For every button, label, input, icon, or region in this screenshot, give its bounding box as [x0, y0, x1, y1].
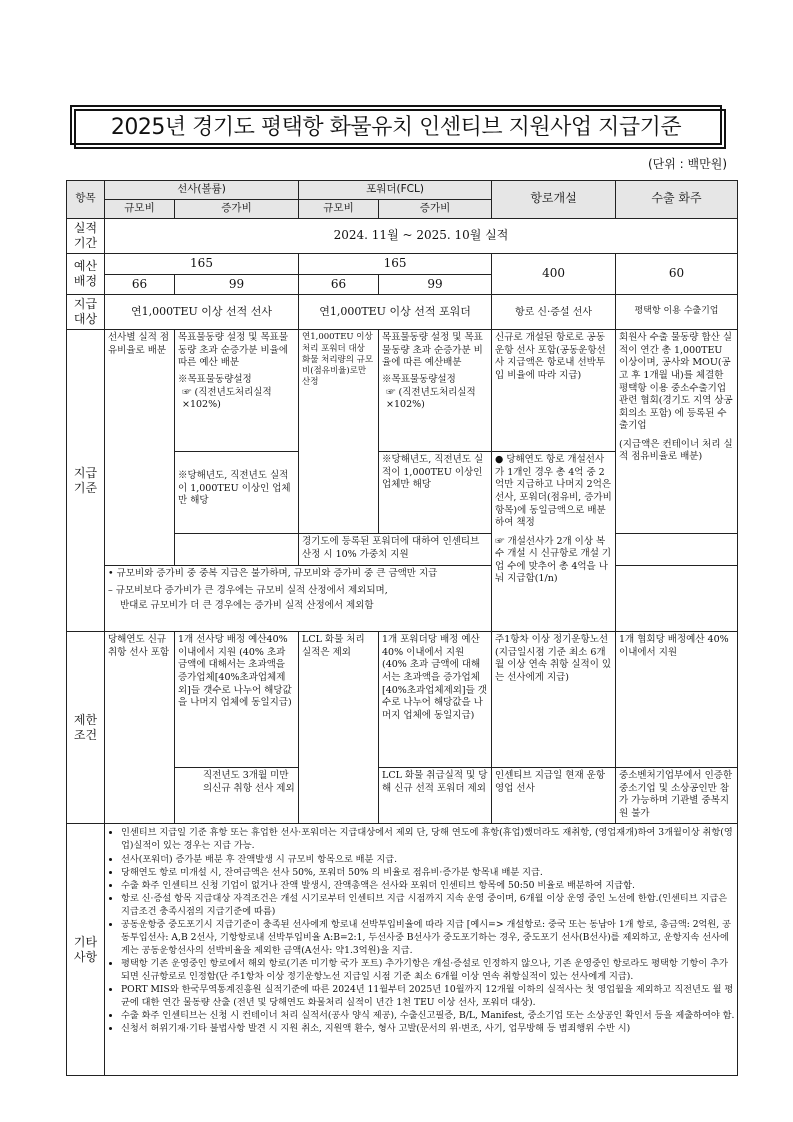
others-item: • 선사(포워더) 증가분 배분 후 잔액발생 시 규모비 항목으로 배분 지급.: [121, 853, 735, 866]
others-item: • 수출 화주 인센티브는 신청 시 컨테이너 처리 실적서(공사 양식 제공), 수출신고필증, B/L, Manifest, 중소기업 또는 소상공인 확인서 등을 제출하여야 함.: [121, 1009, 735, 1022]
criteria-forwarder-scale: 연1,000TEU 이상 처리 포워더 대상 화물 처리량의 규모비(점유비율)로만 산정: [299, 330, 379, 534]
header-carrier-scale: 규모비: [105, 199, 175, 218]
limits-forwarder-scale: LCL 화물 처리 실적은 제외: [299, 632, 379, 824]
criteria-carrier-scale: 선사별 실적 점유비율로 배분: [105, 330, 175, 566]
criteria-export-blank: [616, 566, 738, 632]
header-export: 수출 화주: [616, 181, 738, 219]
budget-export: 60: [616, 253, 738, 295]
others-item: • 인센티브 지급일 기준 휴항 또는 휴업한 선사·포워더는 지급대상에서 제외 단, 당해 연도에 휴항(휴업)했더라도 재취항, (영업재개)하여 3개월이상 취항(영업)실적이 있는 경우는 지급 가능.: [121, 826, 735, 852]
criteria-export-text: 회원사 수출 물동량 합산 실적이 연간 총 1,000TEU 이상이며, 공사와 MOU(공고 후 1개월 내)를 체결한 평택항 이용 중소수출기업 관련 협회(경기도 지역 상공회의소 포함) 에 등록된 수출기업: [619, 332, 733, 432]
limits-export-2: 중소벤처기업부에서 인증한 중소기업 및 소상공인만 참가 가능하며 기관별 중복지원 불가: [616, 768, 738, 824]
criteria-table: [66, 180, 738, 1076]
target-route: 항로 신·증설 선사: [492, 295, 616, 330]
header-forwarder: 포워더(FCL): [299, 181, 492, 200]
others-item: • 항로 신·증설 항목 지급대상 자격조건은 개설 시기로부터 인센티브 지급 시점까지 지속 운영 중이며, 6개월 이상 운영 중인 노선에 한함.(인센티브 지급은 지급조건 충족시점의 지급기준에 따름): [121, 892, 735, 918]
budget-forwarder-increase: 99: [379, 274, 492, 295]
criteria-forwarder-extra: 경기도에 등록된 포워더에 대하여 인센티브 산정 시 10% 가중치 지원: [299, 534, 492, 566]
criteria-forwarder-inc-text: 목표물동량 설정 및 목표물동량 초과 순증가분 비율에 따른 예산배분: [382, 332, 483, 369]
unit-label: (단위 : 백만원): [648, 157, 727, 171]
period-label: 실적 기간: [67, 218, 105, 253]
criteria-route-single: ● 당해연도 항로 개설선사가 1개인 경우 총 4억 중 2억만 지급하고 나머지 2억은 선사, 포워더(점유비, 증가비 항목)에 동일금액으로 배분하여 책정: [495, 454, 612, 529]
others-list: [109, 826, 735, 1035]
budget-carrier-total: 165: [105, 253, 299, 274]
criteria-note-3: 반대로 규모비가 더 큰 경우에는 증가비 실적 산정에서 제외함: [120, 600, 374, 612]
limits-carrier-increase: 1개 선사당 배정 예산40% 이내에서 지원 (40% 초과 금액에 대해서는 초과액을 증가업체[40%초과업체제외]들 갯수로 나누어 해당값을 나머지 업체에 동일지급): [175, 632, 299, 768]
target-label: 지급 대상: [67, 295, 105, 330]
page-title: 2025년 경기도 평택항 화물유치 인센티브 지원사업 지급기준: [70, 105, 722, 145]
limits-route-2: 인센티브 지급일 현재 운항 영업 선사: [492, 768, 616, 824]
target-carrier: 연1,000TEU 이상 선적 선사: [105, 295, 299, 330]
limits-carrier-scale: 당해연도 신규 취항 선사 포함: [105, 632, 175, 824]
budget-carrier-increase: 99: [175, 274, 299, 295]
others-item: • 공동운항중 중도포기시 지급기준이 충족된 선사에게 항로내 선박투입비율에 따라 지급 [예시=> 개설항로: 중국 또는 동남아 1개 항로, 총금액: 2억원, 공동투입선사: A,B 2선사, 기항항로내 선박투입비율 A:B=2:1, 두선사중 B선사가 중도포기하는 경우, 중도포기 선사(B선사)를 제외하고, 운항지속 선사에게는 공동운항선사의 선박비율을 제외한 금액(A선사: 약1.3억원)을 지급.: [121, 918, 735, 957]
limits-forwarder-inc-exclusion: LCL 화물 취급실적 및 당해 신규 선적 포워더 제외: [379, 768, 492, 824]
criteria-label: 지급 기준: [67, 330, 105, 632]
budget-carrier-scale: 66: [105, 274, 175, 295]
criteria-forwarder-inc-condition: ※당해년도, 직전년도 실적이 1,000TEU 이상인 업체만 해당: [379, 452, 492, 534]
criteria-carrier-increase: [175, 330, 299, 452]
criteria-export-empty: [616, 534, 738, 566]
target-export: 평택항 이용 수출기업: [616, 295, 738, 330]
criteria-forwarder-inc-formula: ☞ (직전년도처리실적 ×102%): [386, 386, 476, 411]
criteria-carrier-inc-note: ※목표물동량설정: [178, 373, 252, 385]
period-value: 2024. 11월 ~ 2025. 10월 실적: [105, 218, 738, 253]
criteria-carrier-inc-empty: [175, 534, 299, 566]
criteria-carrier-inc-text: 목표물동량 설정 및 목표물동량 초과 순증가분 비율에 따른 예산 배분: [178, 332, 289, 369]
limits-route-1: 주1항차 이상 정기운항노선 (지급일시점 기준 최소 6개월 이상 연속 취항 실적이 있는 선사에게 지급): [492, 632, 616, 768]
criteria-forwarder-inc-note: ※목표물동량설정: [382, 373, 456, 385]
criteria-forwarder-increase: [379, 330, 492, 452]
header-carrier-increase: 증가비: [175, 199, 299, 218]
budget-forwarder-scale: 66: [299, 274, 379, 295]
limits-carrier-inc-exclusion: 직전년도 3개월 미만의신규 취항 선사 제외: [175, 768, 299, 824]
header-route: 항로개설: [492, 181, 616, 219]
others-item: • 당해연도 항로 미개설 시, 잔여금액은 선사 50%, 포워더 50% 의 비율로 점유비·증가분 항목내 배분 지급.: [121, 866, 735, 879]
limits-forwarder-increase: 1개 포워더당 배정 예산 40% 이내에서 지원 (40% 초과 금액에 대해서는 초과액을 증가업체[40%초과업체제외]들 갯수로 나누어 해당값을 나머지 업체에 동일지급): [379, 632, 492, 768]
limits-label: 제한 조건: [67, 632, 105, 824]
header-forwarder-increase: 증가비: [379, 199, 492, 218]
target-forwarder: 연1,000TEU 이상 선적 포워더: [299, 295, 492, 330]
header-item: 항목: [67, 181, 105, 219]
others-item: • 수출 화주 인센티브 신청 기업이 없거나 잔액 발생시, 잔액총액은 선사와 포워더 인센티브 항목에 50:50 비율로 배분하여 지급함.: [121, 879, 735, 892]
others-item: • PORT MIS와 한국무역통계진흥원 실적기준에 따른 2024년 11월부터 2025년 10월까지 12개월 이하의 실적사는 첫 영업월을 제외하고 직전년도 월 평균에 대한 연간 물동량 산출 (전년 및 당해연도 화물처리 실적이 년간 1천 TEU 이상 선사, 포워더 대상).: [121, 983, 735, 1009]
criteria-route-multi: ☞ 개설선사가 2개 이상 복수 개설 시 신규항로 개설 기업 수에 맞추어 총 4억을 나눠 지급함(1/n): [495, 535, 612, 585]
budget-route: 400: [492, 253, 616, 295]
others-item: • 평택항 기존 운영중인 항로에서 해외 항로(기존 미기항 국가 포트) 추가기항은 개설·증설로 인정하지 않으나, 기존 운영중인 항로라도 평택항 기항이 추가 되면 신규항로로 인정함(단 주1항차 이상 정기운항노선 지급일 시점 기준 최소 6개월 이상 연속 취항실적이 있는 선사에게 지급).: [121, 957, 735, 983]
criteria-route-1: 신규로 개설된 항로로 공동운항 선사 포함(공동운항선사 지급액은 항로내 선박투입 비율에 따라 지급): [492, 330, 616, 452]
criteria-route-detail: [492, 452, 616, 632]
others-item: • 신청서 허위기재·기타 불법사항 발견 시 지원 취소, 지원액 환수, 형사 고발(문서의 위·변조, 사기, 업무방해 등 범죄행위 수반 시): [121, 1022, 735, 1035]
limits-export-1: 1개 협회당 배정예산 40% 이내에서 지원: [616, 632, 738, 768]
others-content: [105, 824, 738, 1076]
header-carrier: 선사(볼륨): [105, 181, 299, 200]
others-label: 기타 사항: [67, 824, 105, 1076]
budget-forwarder-total: 165: [299, 253, 492, 274]
criteria-note-1: • 규모비와 증가비 중 중복 지급은 불가하며, 규모비와 증가비 중 큰 금액만 지급: [108, 568, 438, 580]
criteria-export: [616, 330, 738, 534]
criteria-duplicate-note: [105, 566, 492, 632]
criteria-export-note: (지급액은 컨테이너 처리 실적 점유비율로 배분): [619, 438, 733, 463]
criteria-note-2: – 규모비보다 증가비가 큰 경우에는 규모비 실적 산정에서 제외되며,: [108, 584, 388, 596]
criteria-carrier-inc-condition: ※당해년도, 직전년도 실적이 1,000TEU 이상인 업체만 해당: [175, 452, 299, 534]
budget-label: 예산 배정: [67, 253, 105, 295]
header-forwarder-scale: 규모비: [299, 199, 379, 218]
criteria-carrier-inc-formula: ☞ (직전년도처리실적 ×102%): [182, 386, 272, 411]
